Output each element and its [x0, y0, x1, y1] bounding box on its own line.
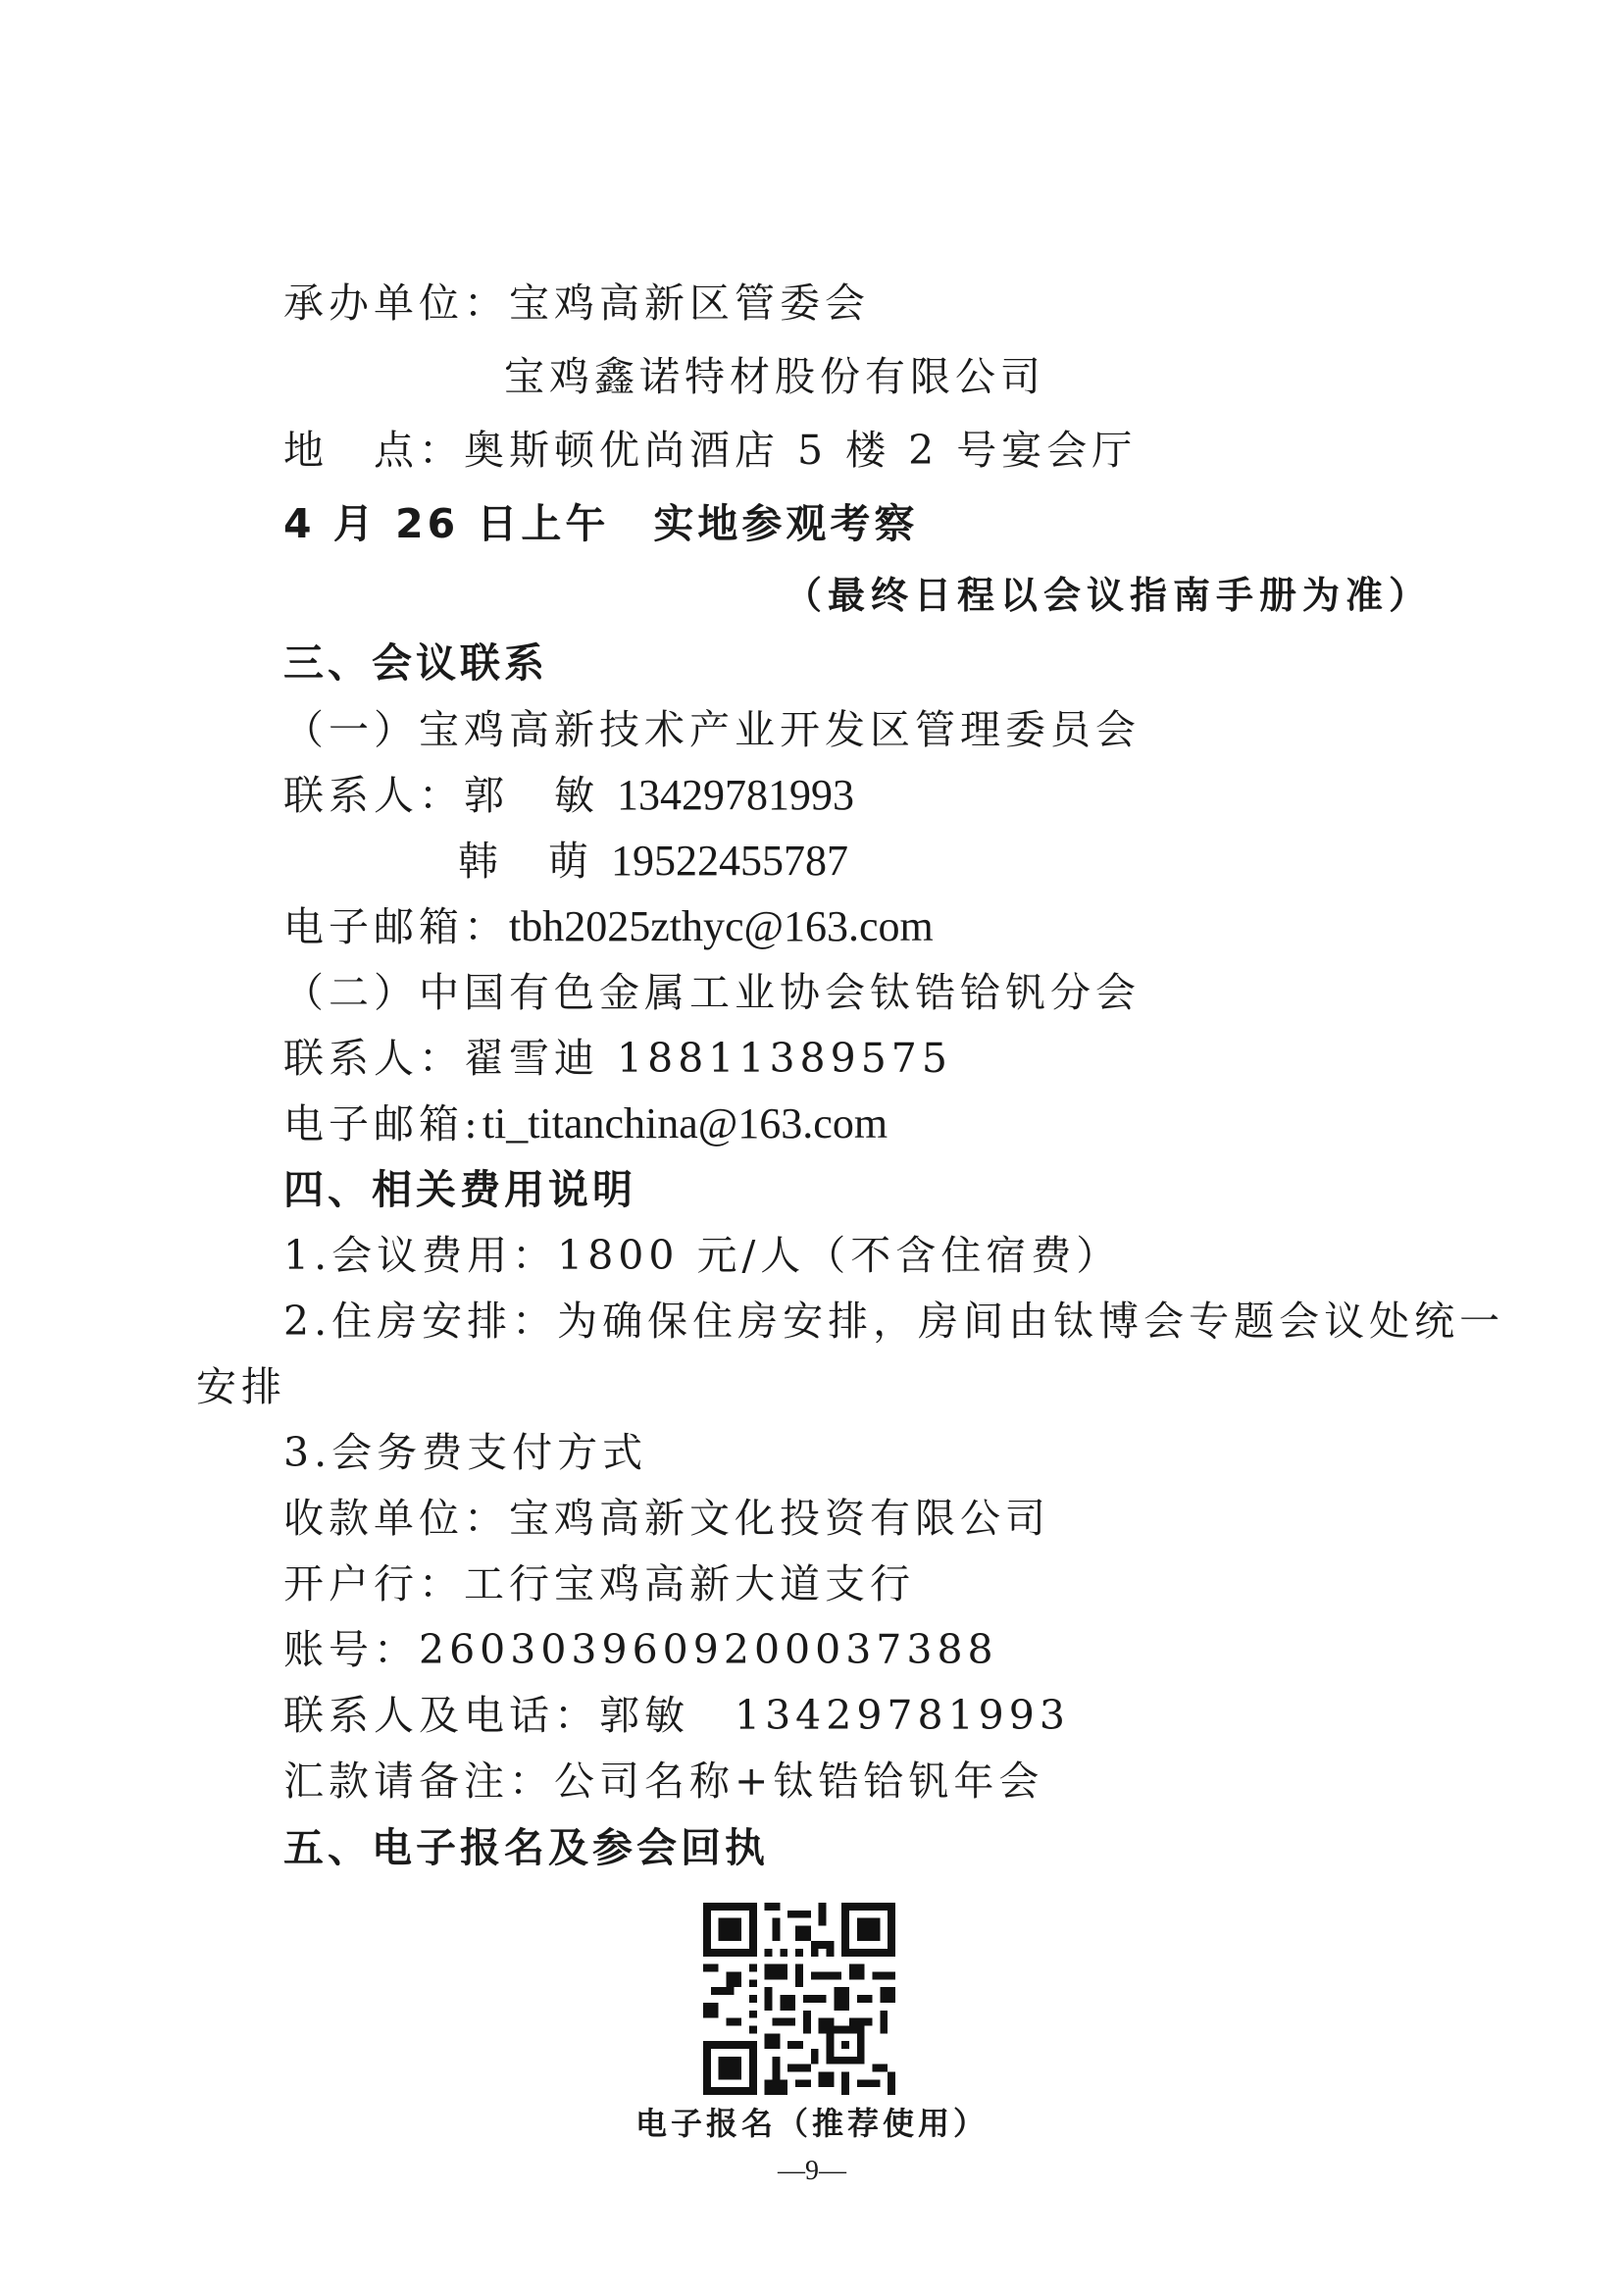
section-3-title: 三、会议联系 [283, 639, 548, 687]
contact-label-2: 联系人： [283, 1035, 464, 1082]
fee-item-1: 1.会议费用：1800 元/人（不含住宿费） [283, 1232, 1122, 1279]
account: 账号：2603039609200037388 [283, 1626, 998, 1673]
contact-1-phone: 13429781993 [617, 771, 855, 819]
payment-contact: 联系人及电话：郭敏 13429781993 [283, 1692, 1070, 1739]
payee: 收款单位：宝鸡高新文化投资有限公司 [283, 1495, 1050, 1542]
email-2-line [283, 1096, 888, 1151]
email-2-label: 电子邮箱: [283, 1100, 482, 1147]
contact-2-line [458, 834, 848, 889]
organizer-name-2: 宝鸡鑫诺特材股份有限公司 [504, 353, 1045, 400]
site-visit-line: 4 月 26 日上午 实地参观考察 [283, 500, 919, 547]
org-1: （一）宝鸡高新技术产业开发区管理委员会 [283, 706, 1141, 753]
contact-3-line [283, 1031, 952, 1086]
venue-value: 奥斯顿优尚酒店 5 楼 2 号宴会厅 [464, 427, 1138, 474]
contact-1-name: 郭 敏 [464, 772, 599, 819]
venue-line [283, 423, 1137, 478]
schedule-note: （最终日程以会议指南手册为准） [785, 574, 1433, 617]
organizer-label: 承办单位： [283, 280, 509, 327]
email-1-line [283, 899, 934, 954]
email-1-value: tbh2025zthyc@163.com [509, 902, 934, 950]
registration-qr-code[interactable] [703, 1903, 895, 2095]
fee-item-3: 3.会务费支付方式 [283, 1429, 648, 1476]
contact-1-line [283, 768, 854, 823]
fee-item-2b: 安排 [196, 1363, 286, 1410]
contact-2-name: 韩 萌 [458, 838, 593, 885]
section-4-title: 四、相关费用说明 [283, 1166, 636, 1213]
org-2: （二）中国有色金属工业协会钛锆铪钒分会 [283, 969, 1141, 1016]
remittance-remark: 汇款请备注：公司名称+钛锆铪钒年会 [283, 1758, 1044, 1805]
bank: 开户行：工行宝鸡高新大道支行 [283, 1560, 915, 1607]
venue-label: 地 点： [283, 427, 464, 474]
contact-label: 联系人： [283, 772, 464, 819]
email-1-label: 电子邮箱： [283, 903, 509, 950]
organizer-line [283, 276, 870, 331]
email-2-value: ti_titanchina@163.com [482, 1099, 888, 1147]
qr-caption: 电子报名（推荐使用） [634, 2105, 989, 2142]
page-number: —9— [778, 2156, 846, 2186]
contact-2-phone: 19522455787 [611, 837, 849, 885]
section-5-title: 五、电子报名及参会回执 [283, 1824, 769, 1871]
fee-item-2a: 2.住房安排：为确保住房安排，房间由钛博会专题会议处统一 [283, 1298, 1505, 1345]
organizer-name-1: 宝鸡高新区管委会 [509, 280, 870, 327]
contact-3: 翟雪迪 18811389575 [464, 1035, 952, 1082]
